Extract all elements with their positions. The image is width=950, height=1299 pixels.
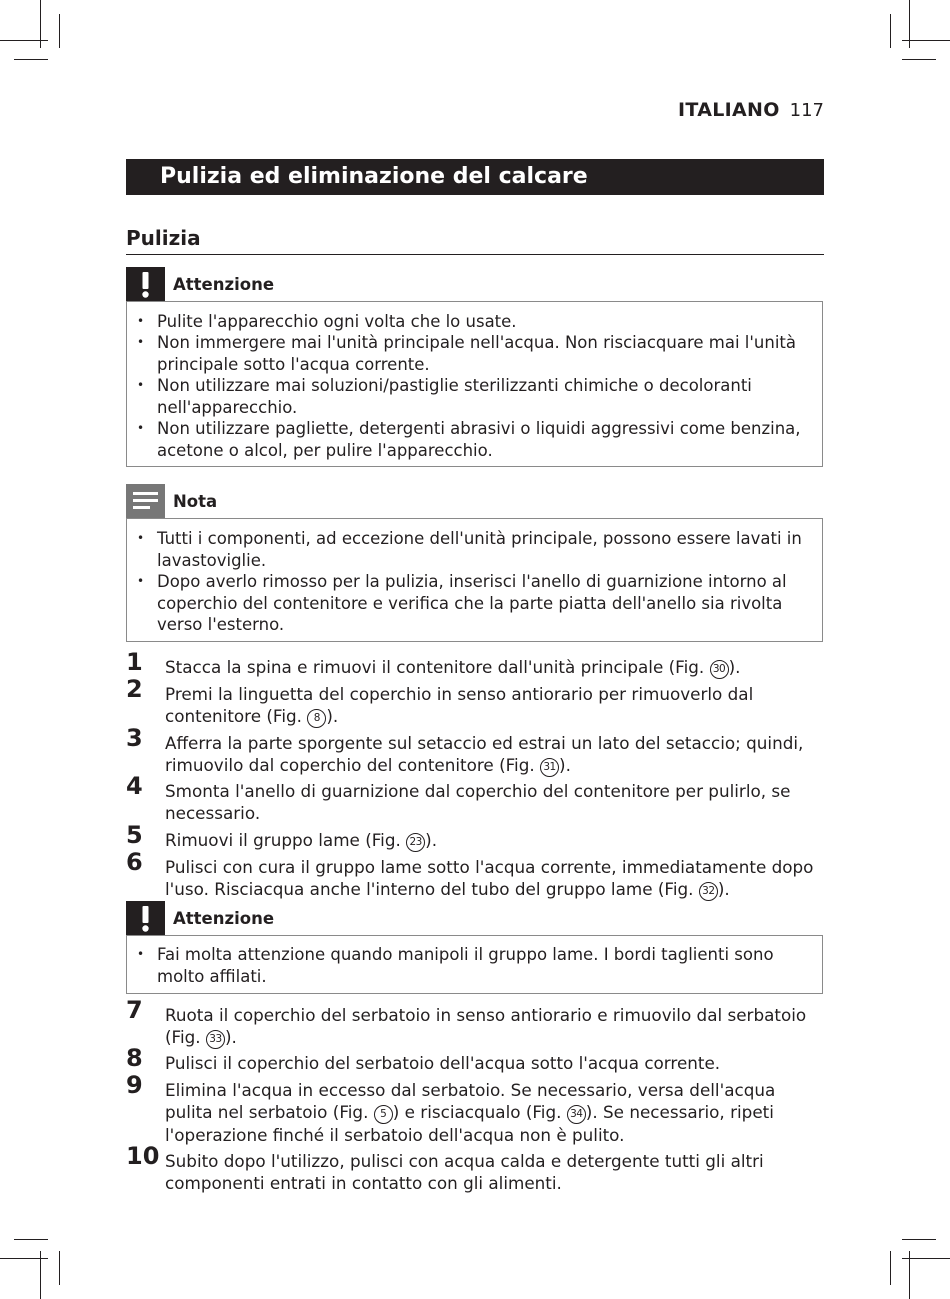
- figure-ref: 31: [540, 758, 559, 777]
- step-text: Ruota il coperchio del serbatoio in senso antiorario e rimuovilo dal serbatoio (Fig. 33 ).: [165, 1005, 807, 1047]
- figure-ref: 5: [374, 1105, 393, 1124]
- step-text: Elimina l'acqua in eccesso dal serbatoio. Se necessario, versa dell'acqua pulita nel serbatoio (Fig. 5 ) e risciacqualo (Fig. 34 ). Se necessario, ripeti l'operazione finché il serbatoio dell'acqua non è pulito.: [165, 1080, 776, 1145]
- list-item: • Non immergere mai l'unità principale nell'acqua. Non risciacquare mai l'unità principale sotto l'acqua corrente.: [157, 332, 817, 375]
- step-number: 9: [126, 1071, 143, 1099]
- figure-ref: 30: [710, 660, 729, 679]
- crop-mark: [0, 1258, 48, 1259]
- caution-title: Attenzione: [173, 275, 275, 294]
- crop-mark: [902, 1239, 936, 1240]
- step-number: 8: [126, 1044, 143, 1072]
- note-title: Nota: [173, 492, 218, 511]
- exclamation-icon: [126, 267, 165, 302]
- step-text: Rimuovi il gruppo lame (Fig. 23 ).: [165, 830, 438, 850]
- crop-mark: [0, 40, 48, 41]
- exclamation-icon: [126, 901, 165, 936]
- step-number: 2: [126, 675, 143, 703]
- page-header: [560, 99, 824, 121]
- figure-ref: 8: [307, 709, 326, 728]
- step-number: 5: [126, 821, 143, 849]
- step-number: 1: [126, 648, 143, 676]
- crop-mark: [890, 14, 891, 48]
- list-item: • Dopo averlo rimosso per la pulizia, inserisci l'anello di guarnizione intorno al coperchio del contenitore e verifica che la parte piatta dell'anello sia rivolta verso l'esterno.: [157, 571, 817, 636]
- crop-mark: [59, 14, 60, 48]
- figure-ref: 34: [567, 1105, 586, 1124]
- step-text: Premi la linguetta del coperchio in senso antiorario per rimuoverlo dal contenitore (Fig. 8 ).: [165, 684, 754, 726]
- page-number: 117: [789, 100, 824, 121]
- section-title: Pulizia ed eliminazione del calcare: [126, 159, 824, 195]
- step-text: Pulisci con cura il gruppo lame sotto l'acqua corrente, immediatamente dopo l'uso. Risciacqua anche l'interno del tubo del gruppo lame (Fig. 32 ).: [165, 857, 814, 899]
- step-number: 10: [126, 1142, 160, 1170]
- step-number: 3: [126, 724, 143, 752]
- list-item: • Tutti i componenti, ad eccezione dell'unità principale, possono essere lavati in lavastoviglie.: [157, 528, 817, 571]
- step-text: Smonta l'anello di guarnizione dal coperchio del contenitore per pulirlo, se necessario.: [165, 781, 791, 823]
- note-box: [126, 518, 823, 642]
- caution-header: [126, 267, 824, 302]
- step-text: Stacca la spina e rimuovi il contenitore dall'unità principale (Fig. 30 ).: [165, 657, 741, 677]
- caution-box: [126, 301, 823, 467]
- crop-mark: [902, 40, 950, 41]
- crop-mark: [902, 1258, 950, 1259]
- crop-mark: [14, 59, 48, 60]
- note-header: [126, 484, 824, 519]
- figure-ref: 32: [699, 882, 718, 901]
- caution-header: [126, 901, 824, 936]
- subsection-title: Pulizia: [126, 226, 824, 255]
- step-number: 4: [126, 772, 143, 800]
- step-text: Afferra la parte sporgente sul setaccio ed estrai un lato del setaccio; quindi, rimuovilo dal coperchio del contenitore (Fig. 31 ).: [165, 733, 804, 775]
- list-item: • Fai molta attenzione quando manipoli il gruppo lame. I bordi taglienti sono molto affilati.: [157, 944, 817, 987]
- crop-mark: [59, 1251, 60, 1285]
- crop-mark: [14, 1239, 48, 1240]
- crop-mark: [890, 1251, 891, 1285]
- caution-title: Attenzione: [173, 909, 275, 928]
- list-item: • Non utilizzare mai soluzioni/pastiglie sterilizzanti chimiche o decoloranti nell'apparecchio.: [157, 375, 817, 418]
- step-number: 7: [126, 996, 143, 1024]
- language-label: ITALIANO: [678, 99, 780, 121]
- figure-ref: 23: [406, 833, 425, 852]
- list-item: • Non utilizzare pagliette, detergenti abrasivi o liquidi aggressivi come benzina, acetone o alcol, per pulire l'apparecchio.: [157, 418, 817, 461]
- step-text: Subito dopo l'utilizzo, pulisci con acqua calda e detergente tutti gli altri componenti entrati in contatto con gli alimenti.: [165, 1151, 764, 1193]
- crop-mark: [902, 59, 936, 60]
- list-item: • Pulite l'apparecchio ogni volta che lo usate.: [157, 311, 817, 333]
- step-number: 6: [126, 848, 143, 876]
- figure-ref: 33: [206, 1030, 225, 1049]
- note-icon: [126, 484, 165, 519]
- step-text: Pulisci il coperchio del serbatoio dell'acqua sotto l'acqua corrente.: [165, 1053, 721, 1073]
- caution-box: [126, 935, 823, 994]
